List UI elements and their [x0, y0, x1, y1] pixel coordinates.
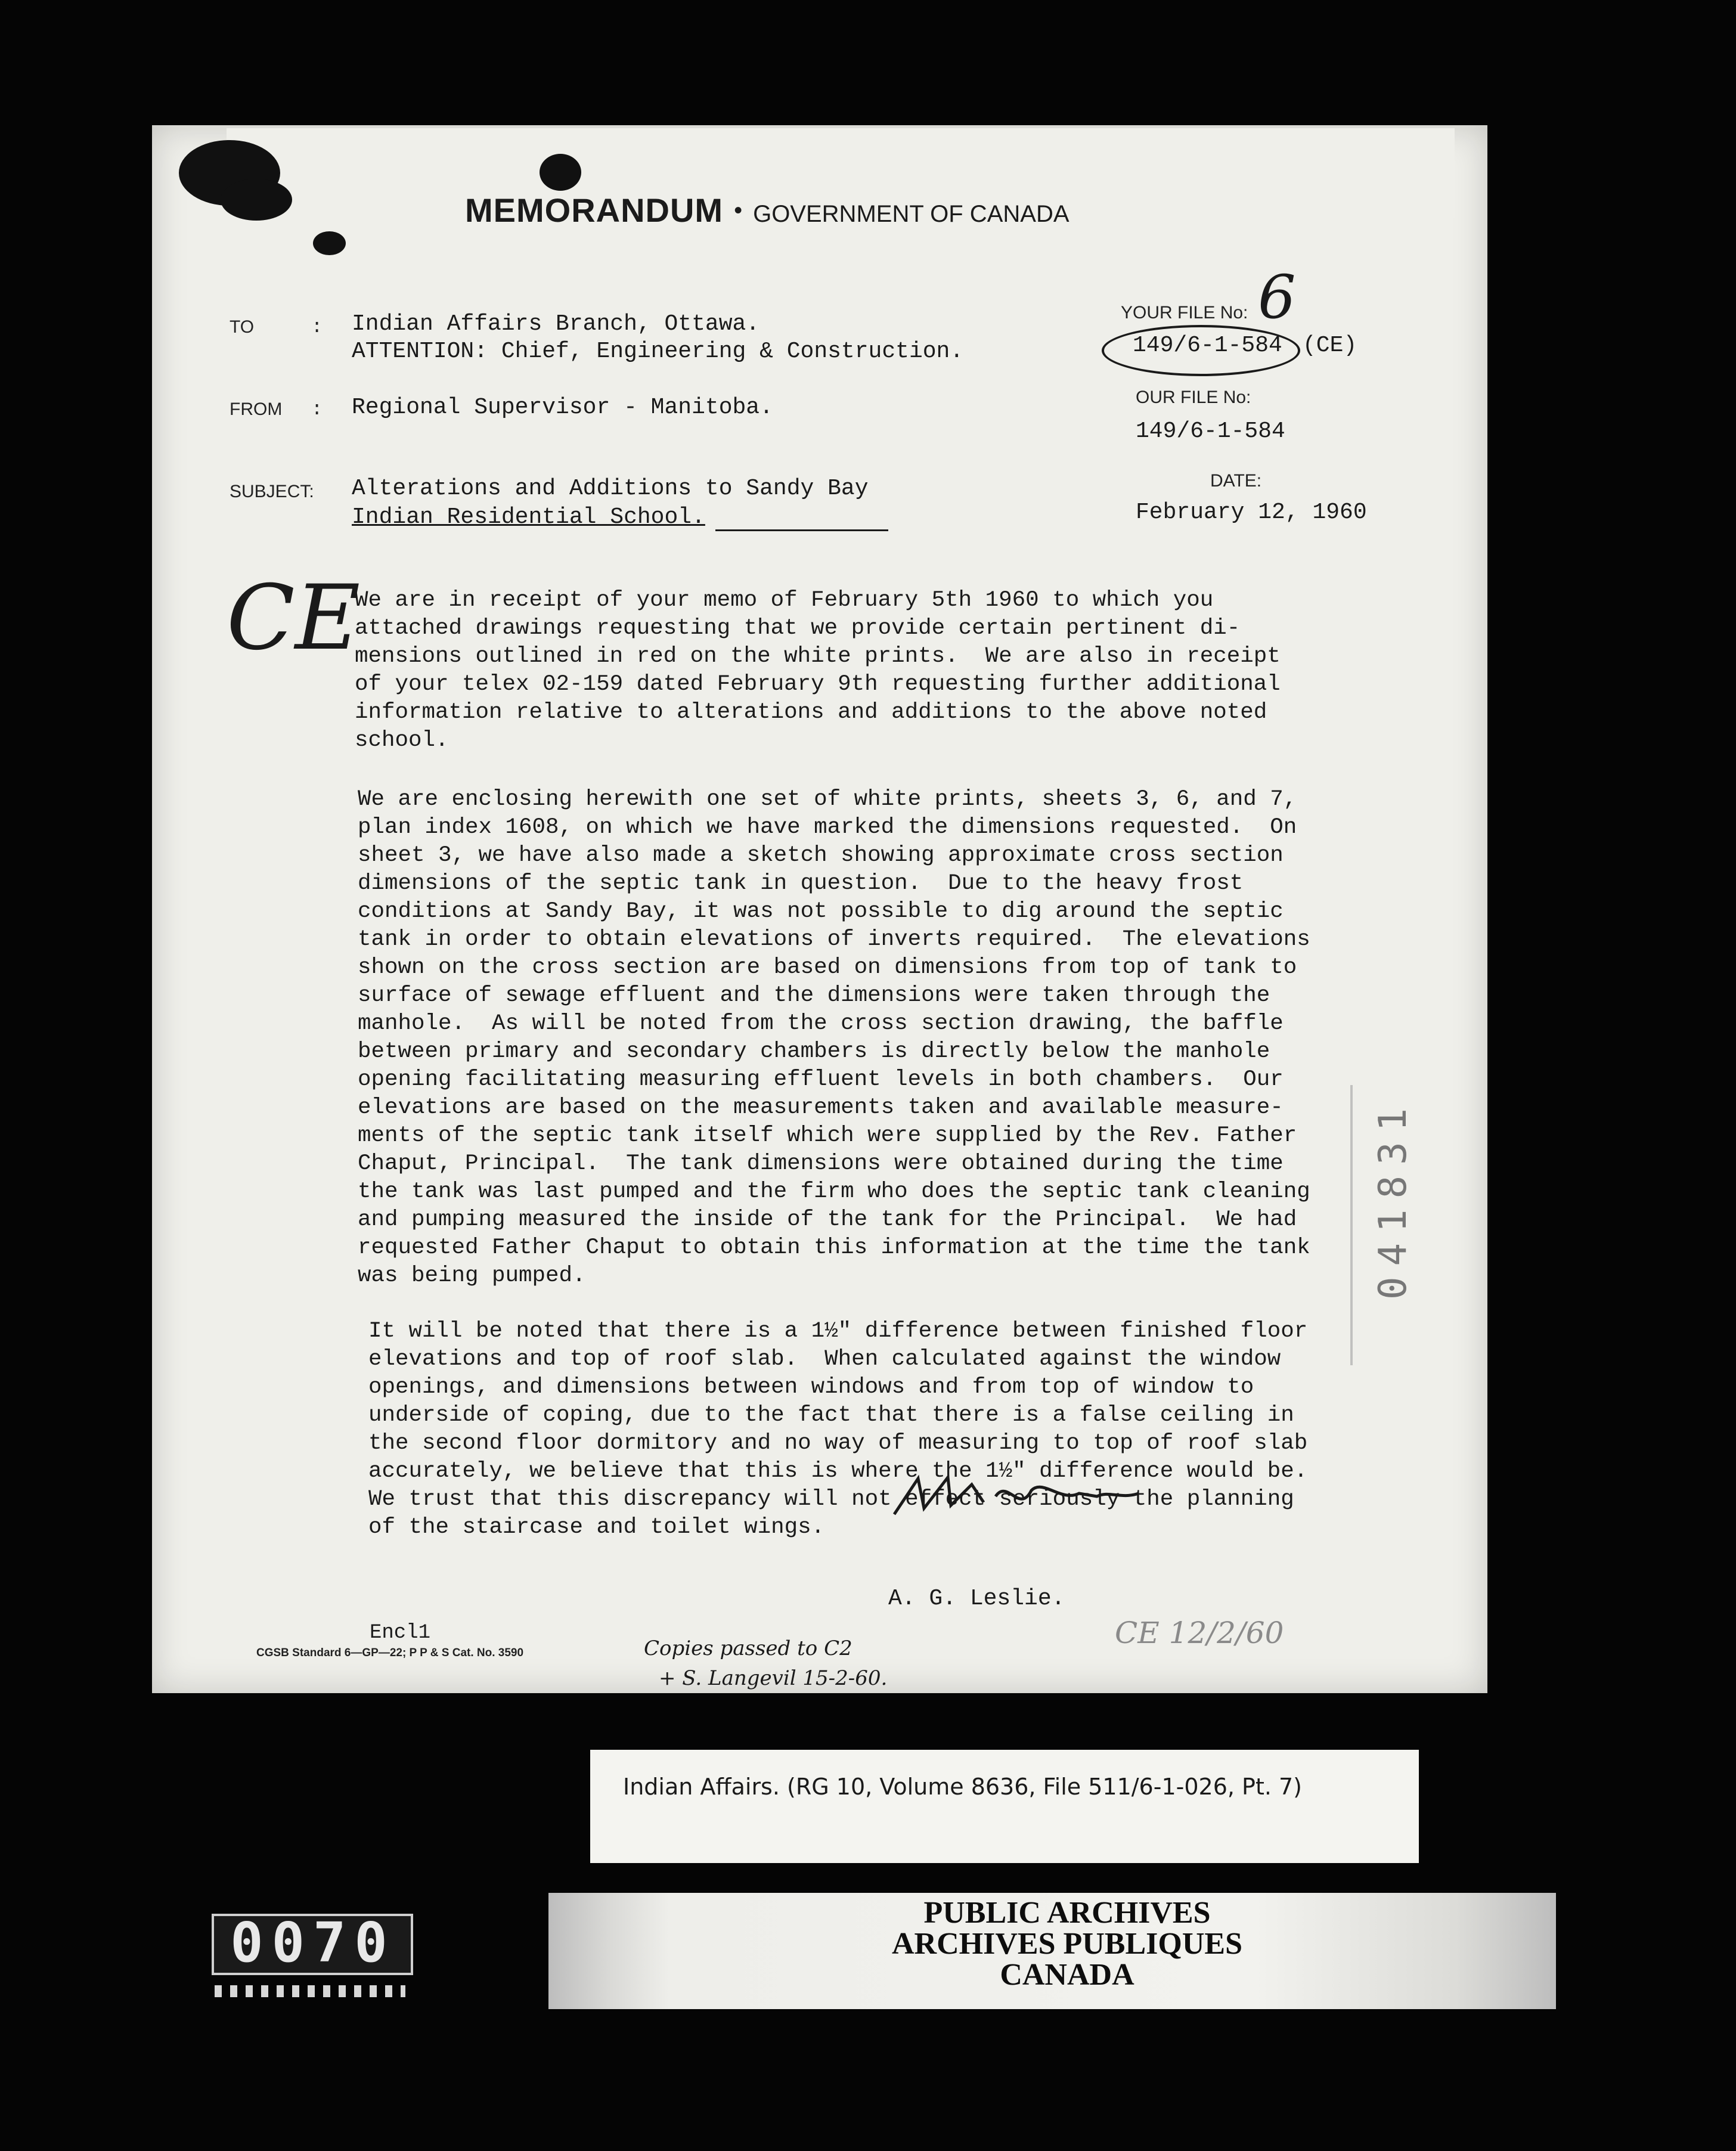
bottom-handwritten-note-2: + S. Langevil 15-2-60.: [659, 1666, 888, 1690]
our-file-value: 149/6-1-584: [1136, 419, 1285, 444]
ink-blot: [221, 179, 292, 221]
memo-subtitle: GOVERNMENT OF CANADA: [753, 201, 1070, 227]
memo-title: MEMORANDUM: [465, 191, 724, 229]
stamp-number: 041831: [1371, 1097, 1415, 1300]
archive-caption-card: [590, 1750, 1419, 1863]
bottom-handwritten-note-1: Copies passed to C2: [644, 1637, 852, 1660]
form-number: CGSB Standard 6—GP—22; P P & S Cat. No. 3590: [256, 1647, 524, 1659]
to-label: TO: [230, 317, 255, 337]
archive-caption: Indian Affairs. (RG 10, Volume 8636, File 511/6-1-026, Pt. 7): [623, 1774, 1302, 1800]
from-value: Regional Supervisor - Manitoba.: [352, 395, 773, 420]
subject-line2: Indian Residential School.: [352, 504, 705, 530]
signatory-name: A. G. Leslie.: [888, 1586, 1065, 1611]
from-colon: :: [311, 398, 323, 420]
your-file-value: 149/6-1-584: [1133, 333, 1282, 358]
archives-line-3: CANADA: [1000, 1958, 1134, 1992]
bottom-handwritten-initials: CE 12/2/60: [1115, 1616, 1284, 1650]
archives-line-1: PUBLIC ARCHIVES: [923, 1896, 1211, 1930]
date-label: DATE:: [1210, 471, 1262, 491]
body-paragraph-1: We are in receipt of your memo of February 5th 1960 to which you attached drawings requesting that we provide certain pertinent di- mensions outlined in red on the white prints. We are also in receipt of your telex 02-159 dated February 9th requesting further additional information relative to alterations and additions to the above noted school.: [355, 588, 1281, 753]
subject-line1: Alterations and Additions to Sandy Bay: [352, 476, 869, 501]
body-paragraph-2: We are enclosing herewith one set of white prints, sheets 3, 6, and 7, plan index 1608, on which we have marked the dimensions requested. On sheet 3, we have also made a sketch showing approximate cross section dimensions of the septic tank in question. Due to the heavy frost conditions at Sandy Bay, it was not possible to dig around the septic tank in order to obtain elevations of inverts required. The elevations shown on the cross section are based on dimensions from top of tank to surface of sewage effluent and the dimensions were taken through the manhole. As will be noted from the cross section drawing, the baffle between primary and secondary chambers is directly below the manhole opening facilitating measuring effluent levels in both chambers. Our elevations are based on the measurements taken and available measure- ments of the septic tank itself which were supplied by the Rev. Father Chaput, Principal. The tank dimensions were obtained during the time the tank was last pumped and the firm who does the septic tank cleaning and pumping measured the inside of the tank for the Principal. We had requested Father Chaput to obtain this information at the time the tank was being pumped.: [358, 787, 1310, 1288]
memo-heading: [465, 191, 1070, 230]
your-file-label: YOUR FILE No:: [1121, 303, 1248, 323]
handwritten-signature: [882, 1473, 1216, 1520]
film-sprockets: [215, 1985, 405, 1997]
to-line1: Indian Affairs Branch, Ottawa.: [352, 311, 760, 337]
ink-blot: [313, 231, 346, 255]
to-colon: :: [311, 316, 323, 338]
body-paragraph-3: It will be noted that there is a 1½" difference between finished floor elevations and top of roof slab. When calculated against the window openings, and dimensions between windows and from top of window to underside of coping, due to the fact that there is a false ceiling in the second floor dormitory and no way of measuring to top of roof slab accurately, we believe that this is where the 1½" difference would be. We trust that this discrepancy will not effect seriously the planning of the staircase and toilet wings.: [368, 1319, 1308, 1540]
archives-banner-text: [715, 1898, 1419, 1991]
from-label: FROM: [230, 399, 283, 419]
heading-separator: •: [734, 197, 743, 224]
punch-hole: [540, 154, 581, 191]
our-file-label: OUR FILE No:: [1136, 388, 1251, 407]
enclosure-note: Encl1: [370, 1622, 431, 1644]
your-file-handwritten-mark: 6: [1258, 262, 1296, 332]
archives-line-2: ARCHIVES PUBLIQUES: [891, 1927, 1243, 1961]
date-value: February 12, 1960: [1136, 500, 1367, 525]
to-line2: ATTENTION: Chief, Engineering & Construction.: [352, 339, 964, 364]
frame-counter: 0070: [230, 1911, 396, 1975]
margin-initials: CE: [227, 566, 361, 670]
subject-label: SUBJECT:: [230, 482, 314, 501]
your-file-suffix: (CE): [1303, 333, 1357, 358]
subject-rule: [715, 529, 888, 531]
